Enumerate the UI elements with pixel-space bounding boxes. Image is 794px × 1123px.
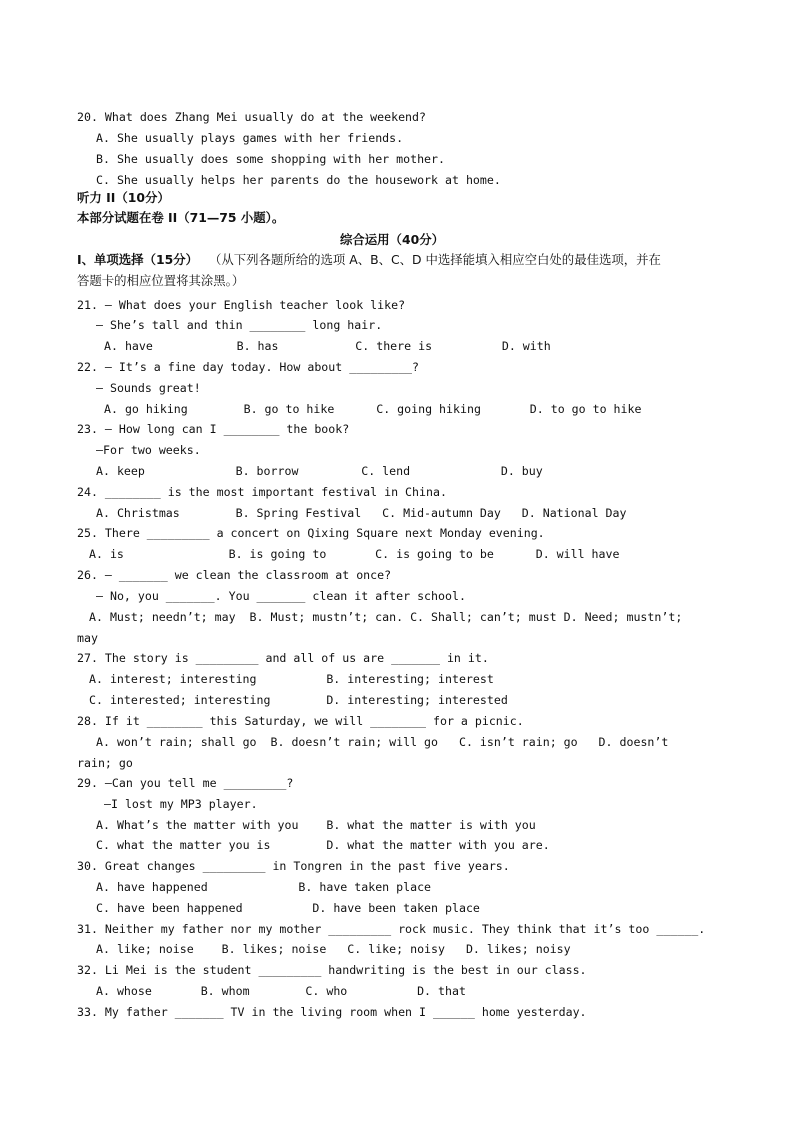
q32-stem: 32. Li Mei is the student _________ handwriting is the best in our class. [77, 963, 587, 977]
q32-options: A. whose B. whom C. who D. that [96, 984, 466, 998]
q26-options-cont: may [77, 631, 98, 645]
q28-stem: 28. If it ________ this Saturday, we will ________ for a picnic. [77, 714, 524, 728]
q30-stem: 30. Great changes _________ in Tongren in the past five years. [77, 859, 510, 873]
q25-stem: 25. There _________ a concert on Qixing Square next Monday evening. [77, 526, 545, 540]
q33-stem: 33. My father _______ TV in the living room when I ______ home yesterday. [77, 1005, 587, 1019]
q30-options-ab: A. have happened B. have taken place [96, 880, 432, 894]
q22-stem: 22. — It’s a fine day today. How about _________? [77, 360, 420, 374]
section-instructions-1: （从下列各题所给的选项 A、B、C、D 中选择能填入相应空白处的最佳选项，并在 [209, 252, 661, 267]
q26-options: A. Must; needn’t; may B. Must; mustn’t; can. C. Shall; can’t; must D. Need; mustn’t; [89, 610, 683, 624]
q28-options: A. won’t rain; shall go B. doesn’t rain; will go C. isn’t rain; go D. doesn’t [96, 735, 669, 749]
q21-options: A. have B. has C. there is D. with [104, 339, 551, 353]
q20-option-a: A. She usually plays games with her friends. [96, 131, 404, 145]
q28-options-cont: rain; go [77, 756, 133, 770]
q22-options: A. go hiking B. go to hike C. going hiking D. to go to hike [104, 402, 642, 416]
q26-answer-line: — No, you _______. You _______ clean it after school. [96, 589, 466, 603]
q27-options-ab: A. interest; interesting B. interesting; interest [89, 672, 494, 686]
q27-options-cd: C. interested; interesting D. interesting; interested [89, 693, 508, 707]
section-instructions-2: 答题卡的相应位置将其涂黑。） [77, 273, 245, 288]
q27-stem: 27. The story is _________ and all of us are _______ in it. [77, 651, 489, 665]
q24-stem: 24. ________ is the most important festival in China. [77, 485, 447, 499]
q21-stem: 21. — What does your English teacher look like? [77, 298, 406, 312]
q22-answer-line: — Sounds great! [96, 381, 201, 395]
q29-options-cd: C. what the matter you is D. what the matter with you are. [96, 838, 550, 852]
q26-stem: 26. — _______ we clean the classroom at once? [77, 568, 392, 582]
section-title: 综合运用（40分） [340, 232, 444, 247]
q29-answer-line: —I lost my MP3 player. [104, 797, 258, 811]
q29-stem: 29. —Can you tell me _________? [77, 776, 294, 790]
q25-options: A. is B. is going to C. is going to be D. will have [89, 547, 620, 561]
q30-options-cd: C. have been happened D. have been taken place [96, 901, 480, 915]
q31-stem: 31. Neither my father nor my mother _________ rock music. They think that it’s too ______. [77, 922, 706, 936]
q21-answer-line: — She’s tall and thin ________ long hair. [96, 318, 383, 332]
q23-stem: 23. — How long can I ________ the book? [77, 422, 350, 436]
listening-2-note: 本部分试题在卷 II（71—75 小题）。 [77, 210, 285, 225]
q31-options: A. like; noise B. likes; noise C. like; noisy D. likes; noisy [96, 942, 571, 956]
q24-options: A. Christmas B. Spring Festival C. Mid-autumn Day D. National Day [96, 506, 627, 520]
section-heading: I、单项选择（15分） [77, 252, 198, 267]
listening-2-title: 听力 II（10分） [77, 190, 170, 205]
q20-option-b: B. She usually does some shopping with her mother. [96, 152, 446, 166]
q20-stem: 20. What does Zhang Mei usually do at the weekend? [77, 110, 427, 124]
q23-options: A. keep B. borrow C. lend D. buy [96, 464, 543, 478]
q20-option-c: C. She usually helps her parents do the housework at home. [96, 173, 501, 187]
q29-options-ab: A. What’s the matter with you B. what the matter is with you [96, 818, 536, 832]
q23-answer-line: —For two weeks. [96, 443, 201, 457]
